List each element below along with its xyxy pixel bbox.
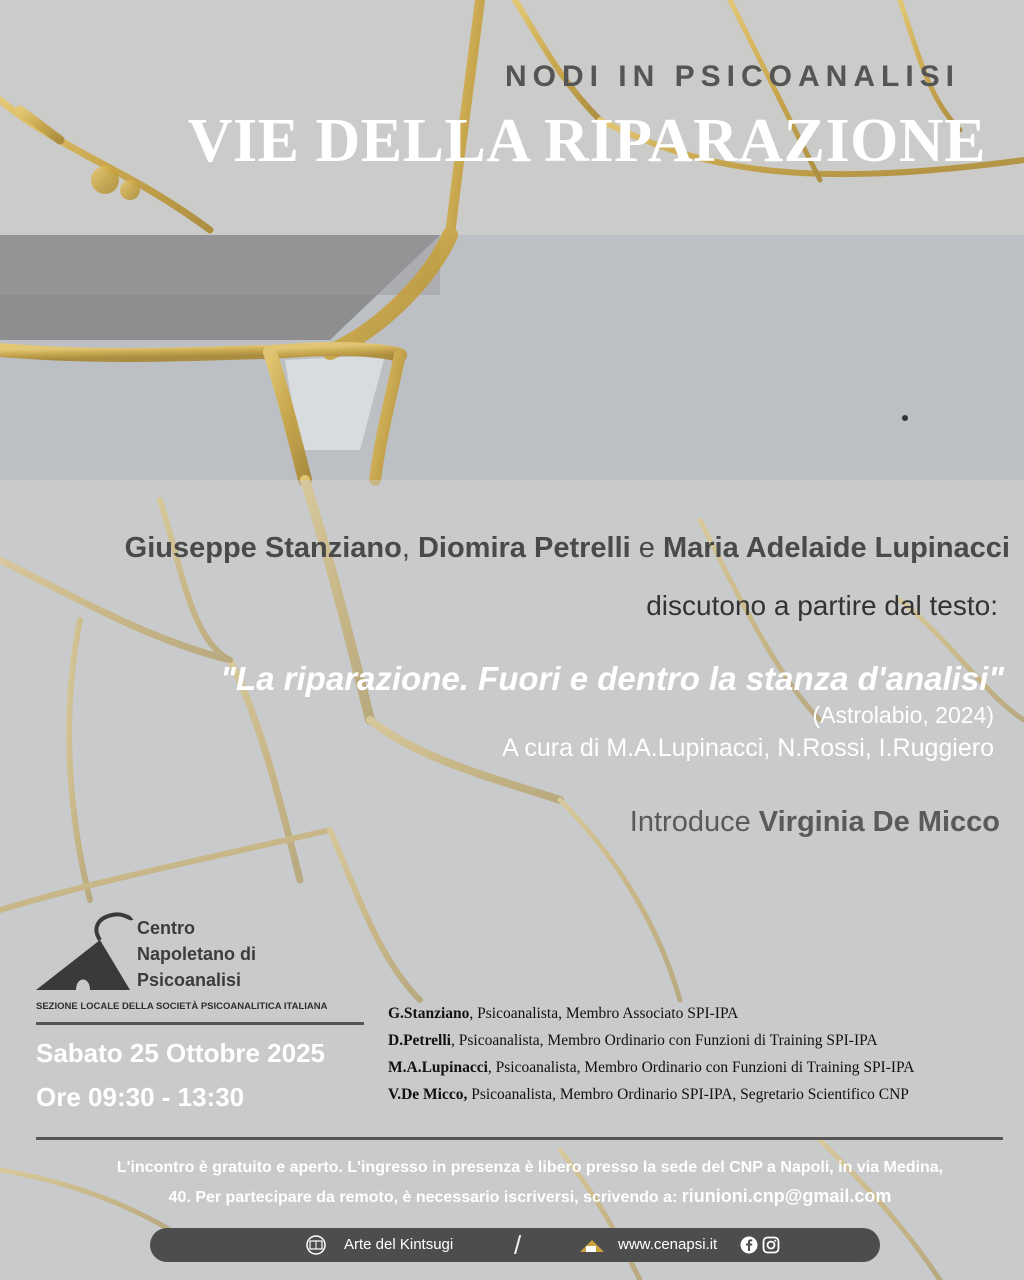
info-line-text: 40. Per partecipare da remoto, è necessario iscriversi, scrivendo a: bbox=[168, 1189, 682, 1206]
role-desc: Psicoanalista, Membro Ordinario SPI-IPA, Segretario Scientifico CNP bbox=[467, 1086, 909, 1103]
role-item bbox=[388, 1027, 914, 1054]
speaker-name: Diomira Petrelli bbox=[417, 532, 631, 564]
introducer-label: Introduce bbox=[629, 806, 759, 838]
event-date: Sabato 25 Ottobre 2025 bbox=[36, 1038, 325, 1068]
role-item bbox=[388, 1081, 914, 1108]
role-name: V.De Micco, bbox=[388, 1086, 468, 1103]
discussion-text: discutono a partire dal testo: bbox=[646, 590, 998, 621]
instagram-icon[interactable] bbox=[762, 1236, 780, 1258]
organization-subtitle: SEZIONE LOCALE DELLA SOCIETÀ PSICOANALITICA ITALIANA bbox=[36, 1001, 328, 1012]
footer-left-label: Arte del Kintsugi bbox=[344, 1236, 454, 1253]
role-item bbox=[388, 1054, 914, 1081]
book-icon bbox=[305, 1235, 327, 1259]
book-publisher: (Astrolabio, 2024) bbox=[812, 702, 994, 728]
speaker-name: Maria Adelaide Lupinacci bbox=[662, 532, 1010, 564]
role-item bbox=[388, 1000, 914, 1027]
role-desc: , Psicoanalista, Membro Associato SPI-IPA bbox=[469, 1005, 739, 1022]
info-line bbox=[30, 1182, 1024, 1212]
email-link[interactable]: riunioni.cnp@gmail.com bbox=[681, 1186, 892, 1206]
info-text bbox=[30, 1154, 1024, 1212]
logo-icon bbox=[580, 1236, 604, 1258]
page-title: VIE DELLA RIPARAZIONE bbox=[187, 107, 986, 175]
facebook-icon[interactable] bbox=[740, 1236, 758, 1258]
role-name: M.A.Lupinacci bbox=[388, 1059, 488, 1076]
organization-name: Centro Napoletano di Psicoanalisi bbox=[137, 918, 257, 990]
info-line: L'incontro è gratuito e aperto. L'ingresso in presenza è libero presso la sede del CNP a Napoli, in via Medina, bbox=[116, 1159, 944, 1176]
series-title: NODI IN PSICOANALISI bbox=[504, 60, 960, 93]
website-link[interactable]: www.cenapsi.it bbox=[618, 1236, 718, 1253]
speaker-separator: , bbox=[401, 532, 418, 564]
roles-list bbox=[388, 1000, 914, 1108]
role-desc: , Psicoanalista, Membro Ordinario con Funzioni di Training SPI-IPA bbox=[450, 1032, 878, 1049]
footer-divider: / bbox=[514, 1230, 522, 1260]
speaker-separator: e bbox=[630, 532, 663, 564]
book-curators: A cura di M.A.Lupinacci, N.Rossi, I.Ruggiero bbox=[502, 734, 994, 762]
speakers-line bbox=[125, 532, 1010, 565]
book-title: "La riparazione. Fuori e dentro la stanza d'analisi" bbox=[220, 660, 1004, 697]
introducer-name: Virginia De Micco bbox=[758, 806, 1000, 838]
event-time: Ore 09:30 - 13:30 bbox=[36, 1082, 245, 1112]
introducer-line bbox=[630, 806, 1000, 839]
footer-bar bbox=[150, 1228, 880, 1262]
speaker-name: Giuseppe Stanziano bbox=[124, 532, 402, 564]
role-desc: , Psicoanalista, Membro Ordinario con Funzioni di Training SPI-IPA bbox=[487, 1059, 915, 1076]
role-name: G.Stanziano bbox=[388, 1005, 470, 1022]
role-name: D.Petrelli bbox=[388, 1032, 451, 1049]
